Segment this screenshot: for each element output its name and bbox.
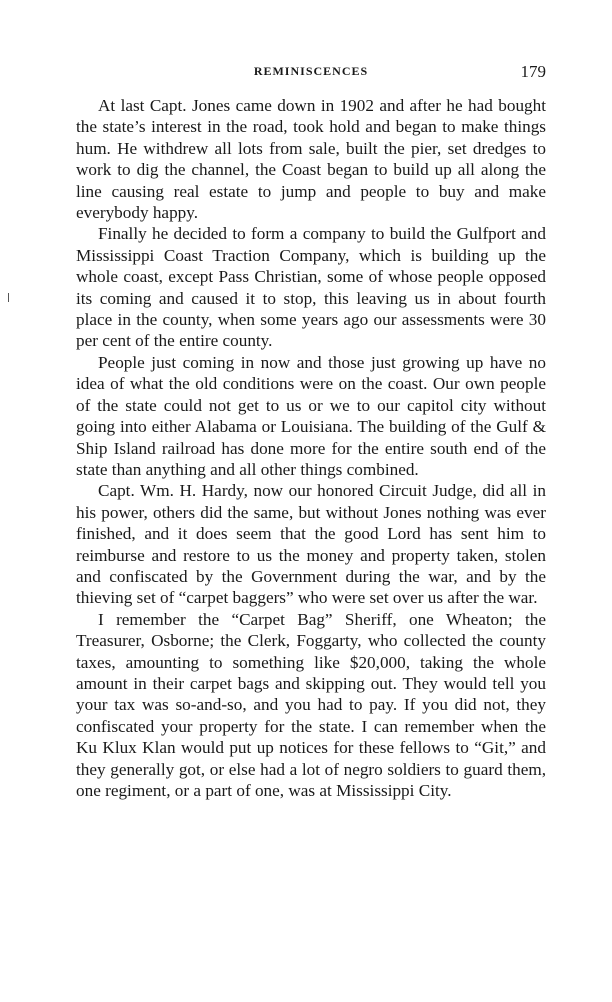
paragraph: Finally he decided to form a company to build the Gulfport and Mississippi Coast Traction Company, which is building up the whole coast, except Pass Christian, some of whose people opposed its coming and caused it to stop, this leaving us in about fourth place in the county, when some years ago our assessments were 30 per cent of the entire county. <box>76 224 546 351</box>
paragraph: Capt. Wm. H. Hardy, now our honored Circuit Judge, did all in his power, others did the same, but without Jones nothing was ever finished, and it does seem that the good Lord has sent him to reimburse and restore to us the money and property taken, stolen and confiscated by the Government during the war, and by the thieving set of “carpet baggers” who were set over us after the war. <box>76 481 546 608</box>
running-head <box>76 62 546 86</box>
page-number: 179 <box>520 62 546 81</box>
paragraph: People just coming in now and those just growing up have no idea of what the old conditions were on the coast. Our own people of the state could not get to us or we to our capitol city without going into either Alabama or Louisiana. The building of the Gulf & Ship Island railroad has done more for the entire south end of the state than anything and all other things combined. <box>76 352 546 479</box>
running-title: REMINISCENCES <box>253 64 369 78</box>
margin-mark <box>8 293 9 302</box>
body-text <box>76 95 546 801</box>
paragraph: At last Capt. Jones came down in 1902 and after he had bought the state’s interest in the road, took hold and began to make things hum. He withdrew all lots from sale, built the pier, set dredges to work to dig the channel, the Coast began to build up all along the line causing real estate to jump and people to buy and make everybody happy. <box>76 96 546 223</box>
paragraph: I remember the “Carpet Bag” Sheriff, one Wheaton; the Treasurer, Osborne; the Clerk, Foggarty, who collected the county taxes, amounting to something like $20,000, taking the whole amount in their carpet bags and skipping out. They would tell you your tax was so-and-so, and you had to pay. If you did not, they confiscated your property for the state. I can remember when the Ku Klux Klan would put up notices for these fellows to “Git,” and they generally got, or else had a lot of negro soldiers to guard them, one regiment, or a part of one, was at Mississippi City. <box>76 609 546 800</box>
